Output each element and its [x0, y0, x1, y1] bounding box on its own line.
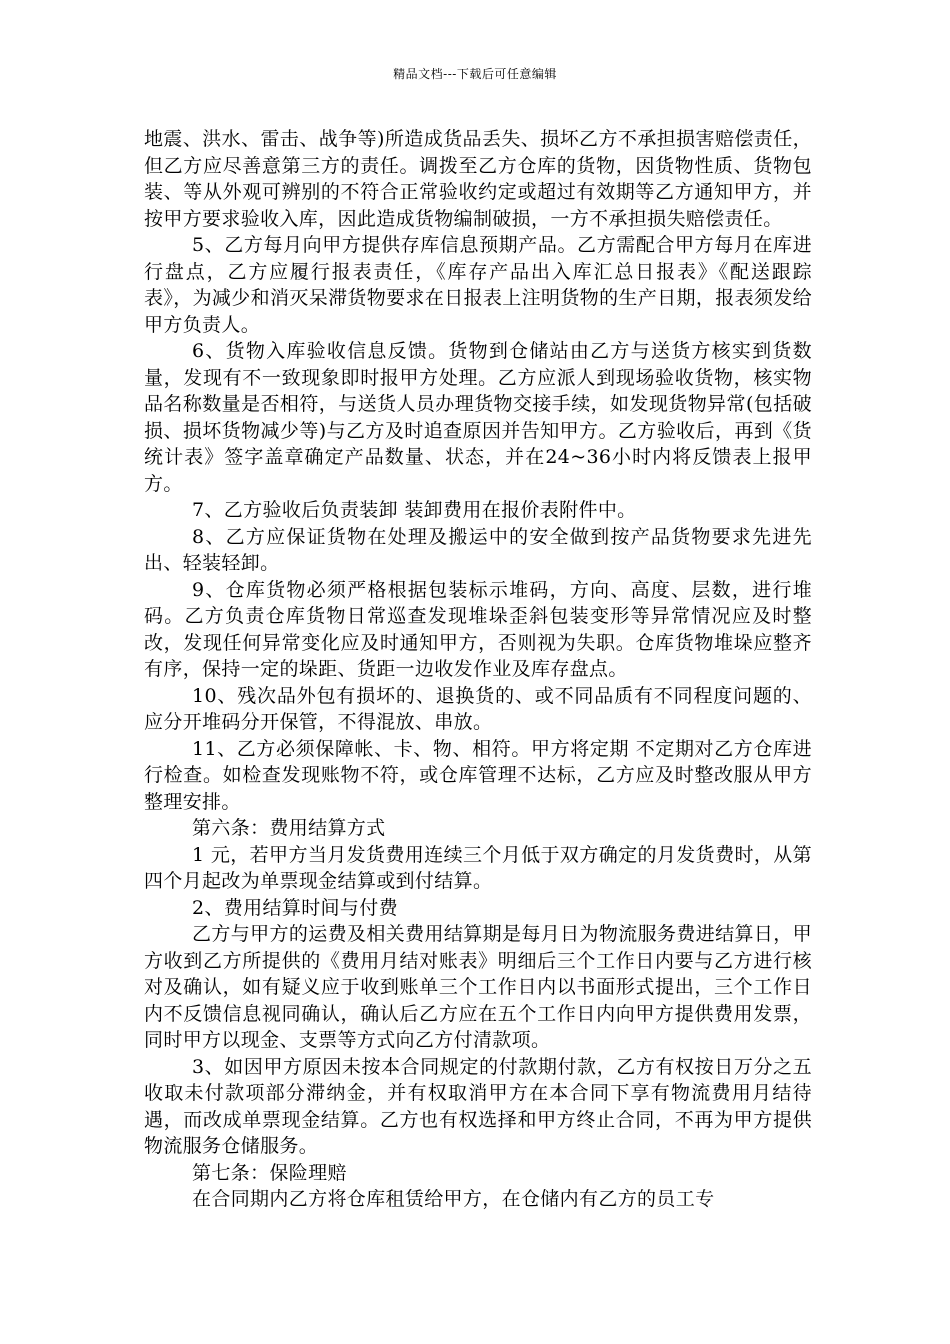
clause-5: 5、乙方每月向甲方提供存库信息预期产品。乙方需配合甲方每月在库进行盘点，乙方应履行报表责任，《库存产品出入库汇总日报表》《配送跟踪表》，为减少和消灭呆滞货物要求在日报表上注明货物的生产日期，报表须发给甲方负责人。: [144, 234, 812, 336]
article-6-item-2-body: 乙方与甲方的运费及相关费用结算期是每月日为物流服务费进结算日，甲方收到乙方所提供的《费用月结对账表》明细后三个工作日内要与乙方进行核对及确认，如有疑义应于收到账单三个工作日内以书面形式提出，三个工作日内不反馈信息视同确认，确认后乙方应在五个工作日内向甲方提供费用发票，同时甲方以现金、支票等方式向乙方付清款项。: [144, 923, 812, 1051]
article-6-item-3: 3、如因甲方原因未按本合同规定的付款期付款，乙方有权按日万分之五收取未付款项部分滞纳金，并有权取消甲方在本合同下享有物流费用月结待遇，而改成单票现金结算。乙方也有权选择和甲方终止合同，不再为甲方提供物流服务仓储服务。: [144, 1055, 812, 1157]
document-body: [144, 126, 812, 1213]
clause-8: 8、乙方应保证货物在处理及搬运中的安全做到按产品货物要求先进先出、轻装轻卸。: [144, 525, 812, 574]
clause-10: 10、残次品外包有损坏的、退换货的、或不同品质有不同程度问题的、应分开堆码分开保管，不得混放、串放。: [144, 684, 812, 733]
clause-6: 6、货物入库验收信息反馈。货物到仓储站由乙方与送货方核实到货数量，发现有不一致现象即时报甲方处理。乙方应派人到现场验收货物，核实物品名称数量是否相符，与送货人员办理货物交接手续，如发现货物异常(包括破损、损坏货物减少等)与乙方及时追查原因并告知甲方。乙方验收后，再到《货统计表》签字盖章确定产品数量、状态，并在24~36小时内将反馈表上报甲方。: [144, 340, 812, 495]
article-6-item-1: 1 元，若甲方当月发货费用连续三个月低于双方确定的月发货费时，从第四个月起改为单票现金结算或到付结算。: [144, 843, 812, 892]
article-6-heading: 第六条：费用结算方式: [192, 817, 386, 839]
page-header: 精品文档---下载后可任意编辑: [393, 67, 557, 81]
article-7-heading: 第七条：保险理赔: [192, 1161, 347, 1184]
clause-11: 11、乙方必须保障帐、卡、物、相符。甲方将定期 不定期对乙方仓库进行检查。如检查发现账物不符，或仓库管理不达标，乙方应及时整改服从甲方整理安排。: [144, 737, 812, 813]
clause-9: 9、仓库货物必须严格根据包装标示堆码，方向、高度、层数，进行堆码。乙方负责仓库货物日常巡查发现堆垛歪斜包装变形等异常情况应及时整改，发现任何异常变化应及时通知甲方，否则视为失职。仓库货物堆垛应整齐有序，保持一定的垛距、货距一边收发作业及库存盘点。: [144, 578, 812, 680]
clause-7: 7、乙方验收后负责装卸 装卸费用在报价表附件中。: [192, 499, 637, 521]
article-6-item-2-heading: 2、费用结算时间与付费: [192, 896, 398, 919]
article-7-body: 在合同期内乙方将仓库租赁给甲方，在仓储内有乙方的员工专: [192, 1188, 715, 1210]
paragraph-continuation: 地震、洪水、雷击、战争等)所造成货品丢失、损坏乙方不承担损害赔偿责任，但乙方应尽善意第三方的责任。调拨至乙方仓库的货物，因货物性质、货物包装、等从外观可辨别的不符合正常验收约定或超过有效期等乙方通知甲方，并按甲方要求验收入库，因此造成货物编制破损，一方不承担损失赔偿责任。: [144, 128, 812, 230]
